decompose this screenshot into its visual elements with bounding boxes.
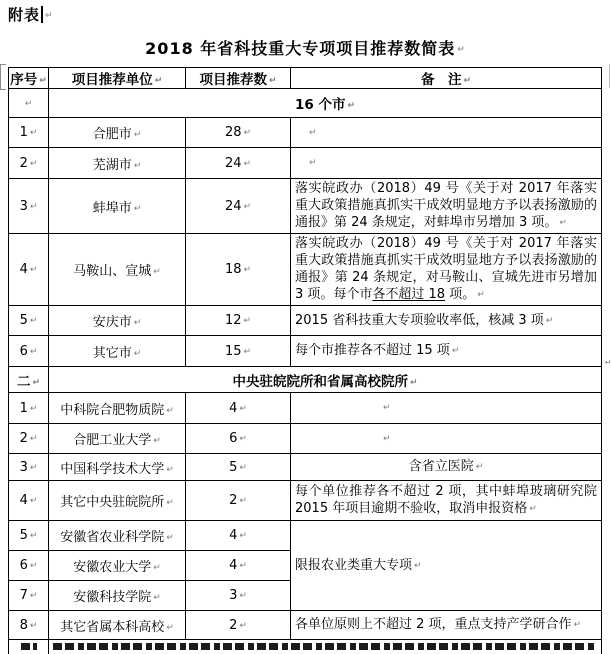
paragraph-mark: [28, 431, 38, 446]
row-no-cell: 1 ↵: [9, 118, 49, 148]
header-count: 项目推荐数 ↵: [186, 68, 291, 89]
paragraph-mark: [43, 6, 54, 24]
paragraph-mark: [383, 431, 391, 446]
paragraph-mark: [30, 374, 40, 390]
paragraph-mark: [28, 199, 38, 214]
unit-cell: 中科院合肥物质院 ↵: [49, 393, 186, 424]
section-row-cities: [9, 89, 602, 118]
paragraph-mark: [132, 315, 142, 330]
unit-cell: 安徽科技学院 ↵: [49, 581, 186, 611]
paragraph-mark: [474, 459, 484, 474]
paragraph-mark: [242, 156, 252, 171]
paragraph-mark: [544, 313, 554, 328]
table-row: [9, 481, 602, 521]
paragraph-mark: [164, 403, 174, 418]
count-cell: 6 ↵: [186, 424, 291, 454]
paragraph-mark: [237, 588, 247, 603]
count-cell: 4 ↵: [186, 551, 291, 581]
row-no-cell: 4 ↵: [9, 481, 49, 521]
remark-cell: 落实皖政办（2018）49 号《关于对 2017 年落实重大政策措施真抓实干成效明显地方予以表扬激励的通报》第 24 条规定，对马鞍山、宣城先进市另增加 3 项。每个市各不超过 18 项。 ↵: [291, 234, 602, 306]
row-no-cell: 3 ↵: [9, 454, 49, 481]
remark-cell: [291, 424, 602, 454]
paragraph-mark: [237, 618, 247, 633]
paragraph-mark: [572, 617, 582, 632]
section-no-cell: 二 ↵: [9, 367, 49, 393]
unit-cell: 其它中央驻皖院所 ↵: [49, 481, 186, 521]
paragraph-mark: [237, 493, 247, 508]
page-title: [0, 36, 611, 59]
paragraph-mark: [345, 97, 355, 113]
count-cell: 28 ↵: [186, 118, 291, 148]
paragraph-mark: [242, 125, 252, 140]
paragraph-mark: [28, 558, 38, 573]
paragraph-mark: [164, 462, 174, 477]
table-row: [9, 393, 602, 424]
count-cell: 12 ↵: [186, 306, 291, 336]
paragraph-mark: [242, 344, 252, 359]
remark-cell-merged-agriculture: 限报农业类重大专项 ↵: [291, 521, 602, 611]
paragraph-mark: [450, 343, 460, 358]
table-row: [9, 118, 602, 148]
paragraph-mark: [28, 588, 38, 603]
paragraph-mark: [383, 400, 391, 415]
row-no-cell: 5 ↵: [9, 306, 49, 336]
table-left-margin-mark: [0, 64, 6, 90]
paragraph-mark: [28, 618, 38, 633]
paragraph-mark: [132, 127, 142, 142]
paragraph-mark: [237, 528, 247, 543]
table-row: [9, 306, 602, 336]
paragraph-mark: [151, 264, 161, 279]
unit-cell: 芜湖市 ↵: [49, 148, 186, 179]
unit-cell: 马鞍山、宣城 ↵: [49, 234, 186, 306]
paragraph-mark: [28, 460, 38, 475]
paragraph-mark: [309, 155, 317, 170]
recommendation-table[interactable]: [8, 67, 602, 654]
count-cell: 4 ↵: [186, 521, 291, 551]
remark-cell: 落实皖政办（2018）49 号《关于对 2017 年落实重大政策措施真抓实干成效明显地方予以表扬激励的通报》第 24 条规定，对蚌埠市另增加 3 项。 ↵: [291, 179, 602, 234]
unit-cell: 安徽农业大学 ↵: [49, 551, 186, 581]
unit-cell: 中国科学技术大学 ↵: [49, 454, 186, 481]
clipped-text-fragment: [21, 643, 37, 650]
section-title-cities: 16 个市 ↵: [49, 89, 602, 118]
paragraph-mark: [132, 158, 142, 173]
row-no-cell: 2 ↵: [9, 424, 49, 454]
count-cell: 5 ↵: [186, 454, 291, 481]
attachment-label-text: 附表: [8, 6, 41, 24]
paragraph-mark: [242, 313, 252, 328]
paragraph-mark: [237, 460, 247, 475]
header-no: 序号 ↵: [9, 68, 49, 89]
count-cell: 2 ↵: [186, 481, 291, 521]
paragraph-mark: [242, 262, 252, 277]
paragraph-mark: [475, 287, 485, 302]
paragraph-mark: [455, 39, 466, 58]
count-cell: 24 ↵: [186, 179, 291, 234]
paragraph-mark: [461, 72, 471, 88]
paragraph-mark: [164, 620, 174, 635]
unit-cell: 安庆市 ↵: [49, 306, 186, 336]
table-row: [9, 424, 602, 454]
count-cell: 3 ↵: [186, 581, 291, 611]
count-cell: 4 ↵: [186, 393, 291, 424]
table-row: [9, 179, 602, 234]
paragraph-mark: [309, 125, 317, 140]
row-no-cell: 8 ↵: [9, 611, 49, 640]
remark-cell: [291, 118, 602, 148]
header-unit: 项目推荐单位 ↵: [49, 68, 186, 89]
table-right-margin-mark: [605, 64, 610, 88]
paragraph-mark: [153, 72, 163, 88]
row-no-cell: 4 ↵: [9, 234, 49, 306]
remark-cell: 各单位原则上不超过 2 项，重点支持产学研合作 ↵: [291, 611, 602, 640]
paragraph-mark: [164, 495, 174, 510]
count-cell: 15 ↵: [186, 336, 291, 367]
unit-cell: 蚌埠市 ↵: [49, 179, 186, 234]
paragraph-mark: [28, 528, 38, 543]
unit-cell: 安徽省农业科学院 ↵: [49, 521, 186, 551]
paragraph-mark: [28, 493, 38, 508]
unit-cell: 合肥工业大学 ↵: [49, 424, 186, 454]
paragraph-mark: [242, 199, 252, 214]
table-row: [9, 454, 602, 481]
section-row-institutes: [9, 367, 602, 393]
paragraph-mark: [37, 72, 47, 88]
paragraph-mark: [151, 433, 161, 448]
paragraph-mark: [408, 374, 418, 390]
count-cell: 18 ↵: [186, 234, 291, 306]
paragraph-mark: [151, 590, 161, 605]
paragraph-mark: [151, 560, 161, 575]
table-row: [9, 234, 602, 306]
row-no-cell: 2 ↵: [9, 148, 49, 179]
remark-cell: 每个市推荐各不超过 15 项 ↵: [291, 336, 602, 367]
unit-cell: 其它市 ↵: [49, 336, 186, 367]
table-row: [9, 611, 602, 640]
row-no-cell: 5 ↵: [9, 521, 49, 551]
paragraph-mark: [527, 501, 537, 516]
paragraph-mark: [132, 346, 142, 361]
paragraph-mark: [237, 431, 247, 446]
unit-cell: 合肥市 ↵: [49, 118, 186, 148]
paragraph-mark: [25, 96, 33, 111]
paragraph-mark: [412, 558, 422, 573]
count-cell: 2 ↵: [186, 611, 291, 640]
header-remark: 备 注 ↵: [291, 68, 602, 89]
clipped-note-cell: [49, 640, 602, 654]
table-header-row: [9, 68, 602, 89]
paragraph-mark: [237, 401, 247, 416]
paragraph-mark: [267, 72, 277, 88]
table-row: [9, 336, 602, 367]
remark-cell: 2015 省科技重大专项验收率低，核减 3 项 ↵: [291, 306, 602, 336]
paragraph-mark: [237, 558, 247, 573]
remark-cell: [291, 393, 602, 424]
paragraph-mark: [28, 125, 38, 140]
remark-cell: 含省立医院 ↵: [291, 454, 602, 481]
paragraph-mark: [557, 215, 567, 230]
clipped-no-cell: [9, 640, 49, 654]
paragraph-mark: [28, 313, 38, 328]
paragraph-mark: [132, 201, 142, 216]
table-row: [9, 148, 602, 179]
row-no-cell: 6 ↵: [9, 336, 49, 367]
row-no-cell: 3 ↵: [9, 179, 49, 234]
paragraph-mark: [28, 344, 38, 359]
attachment-label: [8, 4, 54, 25]
page-title-text: 2018 年省科技重大专项项目推荐数简表: [145, 39, 456, 58]
unit-cell: 其它省属本科高校 ↵: [49, 611, 186, 640]
row-no-cell: 6 ↵: [9, 551, 49, 581]
table-row: [9, 521, 602, 551]
paragraph-mark: [28, 401, 38, 416]
clipped-row: [9, 640, 602, 654]
paragraph-mark: [164, 530, 174, 545]
row-no-cell: 7 ↵: [9, 581, 49, 611]
clipped-text-fragment: [53, 643, 595, 650]
row-no-cell: 1 ↵: [9, 393, 49, 424]
remark-cell: [291, 148, 602, 179]
paragraph-mark: [28, 262, 38, 277]
section-no-cell: [9, 89, 49, 118]
remark-cell: 每个单位推荐各不超过 2 项，其中蚌埠玻璃研究院 2015 年项目逾期不验收，取消申报资格 ↵: [291, 481, 602, 521]
count-cell: 24 ↵: [186, 148, 291, 179]
section-title-institutes: 中央驻皖院所和省属高校院所 ↵: [49, 367, 602, 393]
paragraph-mark: [28, 156, 38, 171]
underlined-limit: 各不超过 18: [372, 287, 446, 302]
